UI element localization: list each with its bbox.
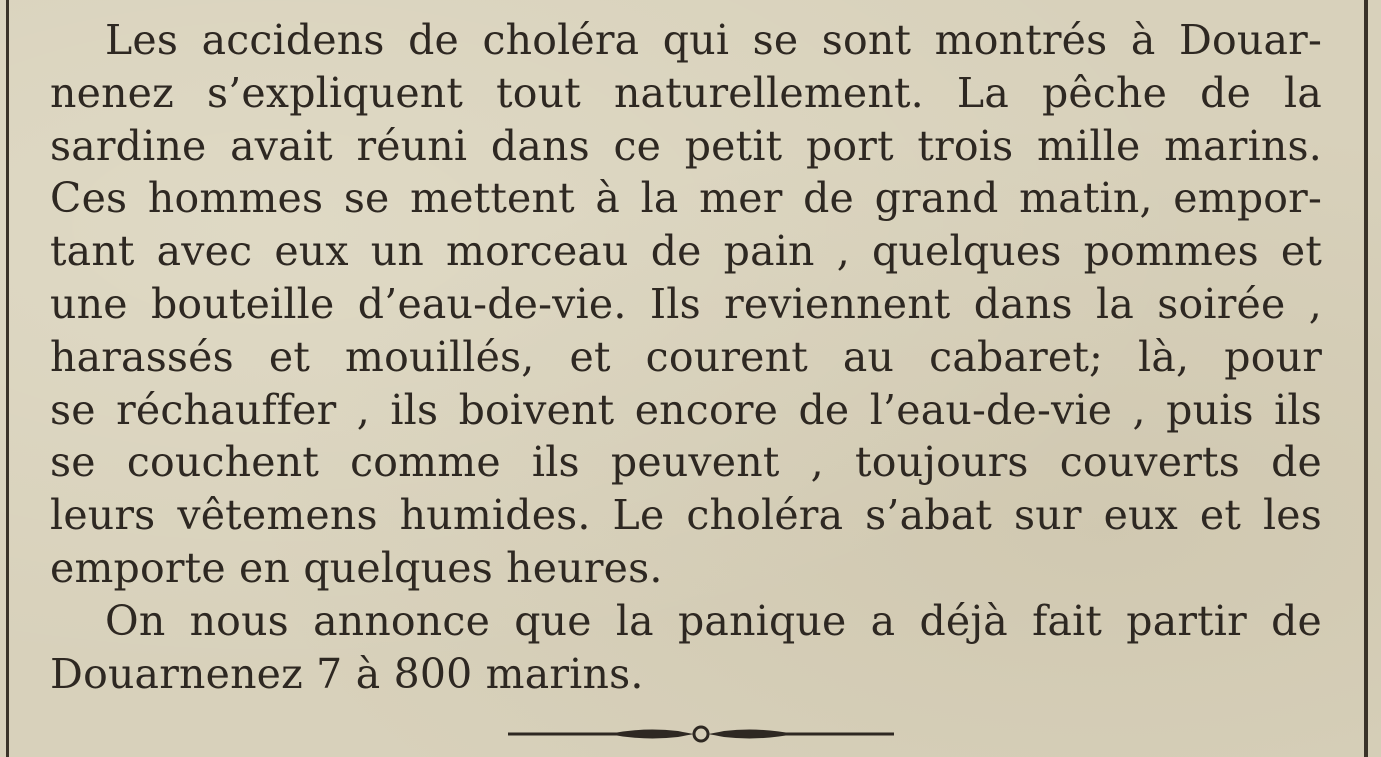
text-line: se couchent comme ils peuvent , toujours couverts de (50, 438, 1322, 487)
text-line: une bouteille d’eau-de-vie. Ils reviennent dans la soirée , (50, 279, 1322, 328)
text-line: On nous annonce que la panique a déjà fait partir de (105, 596, 1322, 645)
text-line: tant avec eux un morceau de pain , quelques pommes et (50, 227, 1322, 276)
paragraph-panic-departure (50, 595, 1322, 701)
text-line: sardine avait réuni dans ce petit port trois mille marins. (50, 121, 1322, 170)
column-rule-right (1364, 0, 1368, 757)
text-line: nenez s’expliquent tout naturellement. La pêche de la (50, 68, 1322, 117)
column-rule-left (6, 0, 9, 757)
section-divider-ornament (508, 718, 894, 750)
text-line: Douarnenez 7 à 800 marins. (50, 649, 644, 698)
text-line: Les accidens de choléra qui se sont montrés à Douar- (105, 16, 1322, 64)
text-line: emporte en quelques heures. (50, 543, 663, 592)
article-body (50, 14, 1322, 700)
paragraph-cholera-douarnenez (50, 14, 1322, 595)
text-line: harassés et mouillés, et courent au cabaret; là, pour (50, 332, 1322, 381)
text-line: se réchauffer , ils boivent encore de l’eau-de-vie , puis ils (50, 385, 1322, 434)
text-line: Ces hommes se mettent à la mer de grand matin, empor- (50, 174, 1322, 223)
text-line: leurs vêtemens humides. Le choléra s’abat sur eux et les (50, 491, 1322, 540)
